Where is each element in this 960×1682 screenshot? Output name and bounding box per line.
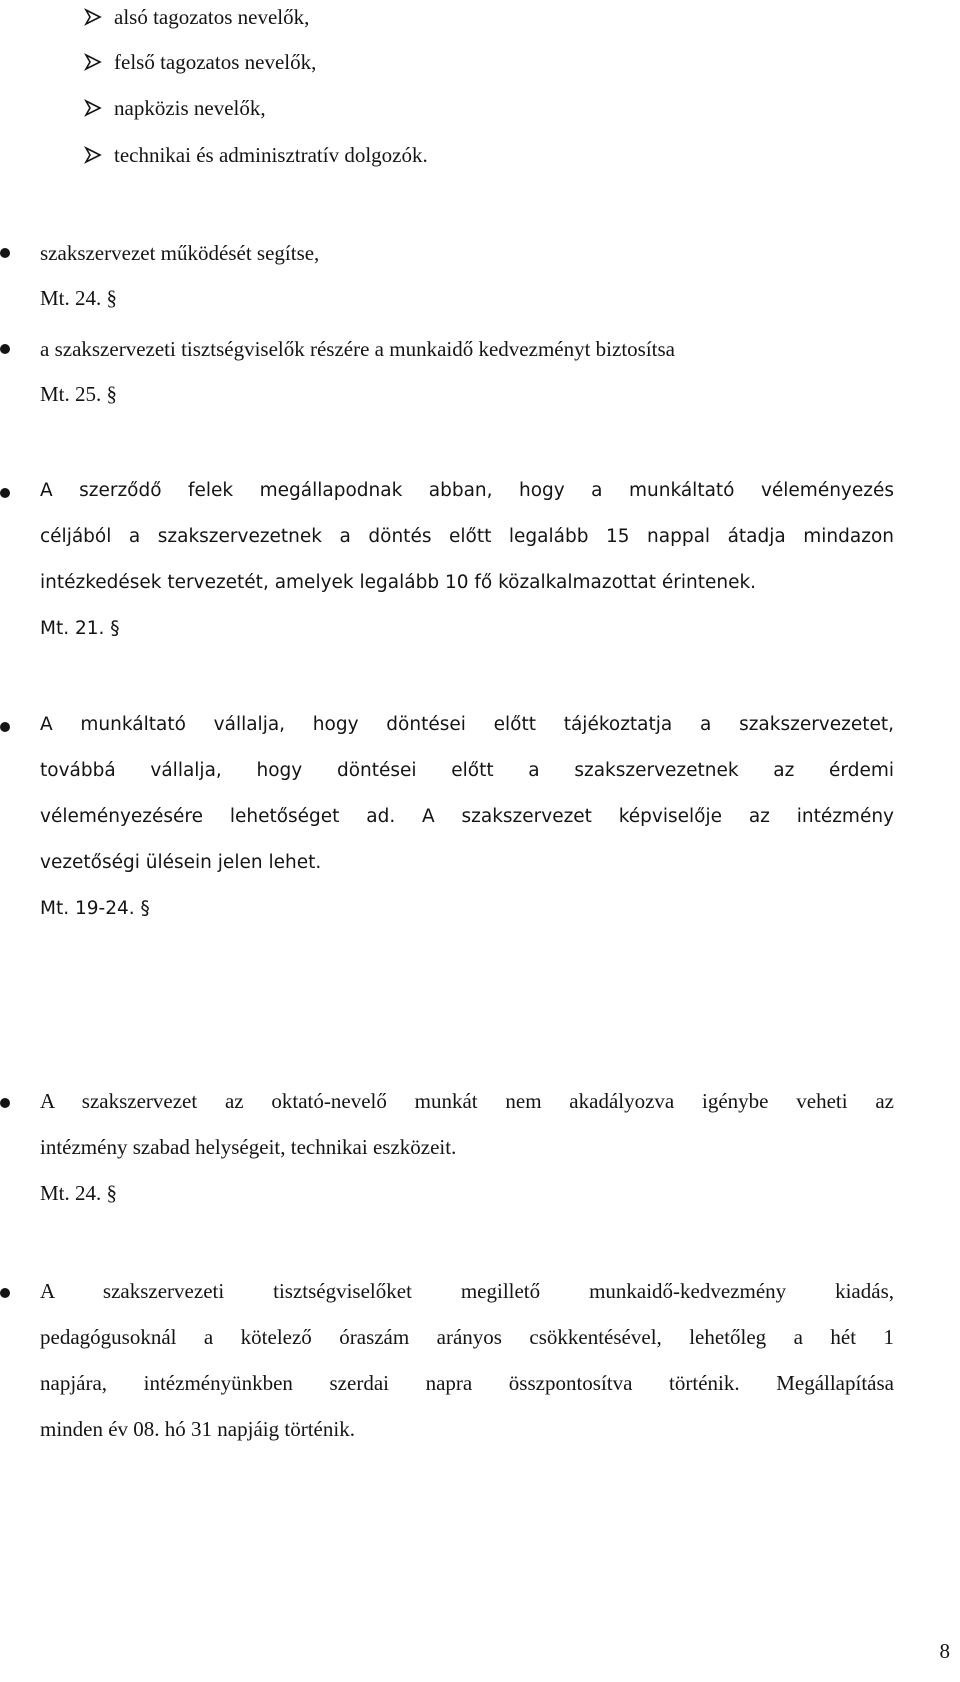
bullet-icon bbox=[0, 344, 16, 360]
arrow-list-item bbox=[84, 132, 428, 178]
arrow-list-text: alsó tagozatos nevelők, bbox=[114, 5, 310, 29]
paragraph-line: A szerződő felek megállapodnak abban, hogy a munkáltató véleményezés bbox=[40, 480, 894, 501]
bullet-icon bbox=[0, 488, 16, 504]
bullet-icon bbox=[0, 722, 16, 738]
arrowhead-bullet-icon bbox=[84, 8, 102, 26]
bullet-text: szakszervezet működését segítse, bbox=[40, 241, 320, 265]
paragraph-line: minden év 08. hó 31 napjáig történik. bbox=[40, 1417, 355, 1441]
paragraph-line: A szakszervezeti tisztségviselőket megillető munkaidő-kedvezmény kiadás, bbox=[40, 1279, 894, 1303]
arrow-list-text: technikai és adminisztratív dolgozók. bbox=[114, 143, 428, 167]
bullet-text: a szakszervezeti tisztségviselők részére a munkaidő kedvezményt biztosítsa bbox=[40, 337, 676, 361]
paragraph bbox=[40, 1078, 894, 1216]
arrow-list-item bbox=[84, 0, 309, 40]
paragraph-line: céljából a szakszervezetnek a döntés előtt legalább 15 nappal átadja mindazon bbox=[40, 526, 894, 547]
paragraph-line: véleményezésére lehetőséget ad. A szakszervezet képviselője az intézmény bbox=[40, 806, 894, 827]
bullet-icon bbox=[0, 1288, 16, 1304]
paragraph-line: A szakszervezet az oktató-nevelő munkát nem akadályozva igénybe veheti az bbox=[40, 1089, 894, 1113]
paragraph bbox=[40, 468, 894, 652]
paragraph-line: továbbá vállalja, hogy döntései előtt a szakszervezetnek az érdemi bbox=[40, 760, 894, 781]
legal-reference: Mt. 25. § bbox=[40, 382, 118, 406]
paragraph bbox=[40, 1268, 894, 1452]
legal-reference: Mt. 24. § bbox=[40, 286, 118, 310]
arrowhead-bullet-icon bbox=[84, 53, 102, 71]
page-number: 8 bbox=[939, 1639, 950, 1663]
arrowhead-bullet-icon bbox=[84, 99, 102, 117]
arrowhead-bullet-icon bbox=[84, 146, 102, 164]
legal-reference: Mt. 19-24. § bbox=[40, 898, 150, 919]
bullet-icon bbox=[0, 248, 16, 264]
legal-reference: Mt. 24. § bbox=[40, 1181, 118, 1205]
legal-reference: Mt. 21. § bbox=[40, 618, 120, 639]
arrow-list-item bbox=[84, 85, 266, 131]
arrow-list-text: felső tagozatos nevelők, bbox=[114, 50, 317, 74]
paragraph-line: intézkedések tervezetét, amelyek legalább 10 fő közalkalmazottat érintenek. bbox=[40, 572, 757, 593]
paragraph bbox=[40, 702, 894, 932]
paragraph-line: pedagógusoknál a kötelező óraszám arányos csökkentésével, lehetőleg a hét 1 bbox=[40, 1325, 894, 1349]
paragraph-line: napjára, intézményünkben szerdai napra összpontosítva történik. Megállapítása bbox=[40, 1371, 894, 1395]
arrow-list-text: napközis nevelők, bbox=[114, 96, 266, 120]
paragraph-line: vezetőségi ülésein jelen lehet. bbox=[40, 852, 322, 873]
arrow-list-item bbox=[84, 39, 316, 85]
paragraph-line: A munkáltató vállalja, hogy döntései előtt tájékoztatja a szakszervezetet, bbox=[40, 714, 894, 735]
bullet-icon bbox=[0, 1098, 16, 1114]
paragraph-line: intézmény szabad helységeit, technikai eszközeit. bbox=[40, 1135, 457, 1159]
